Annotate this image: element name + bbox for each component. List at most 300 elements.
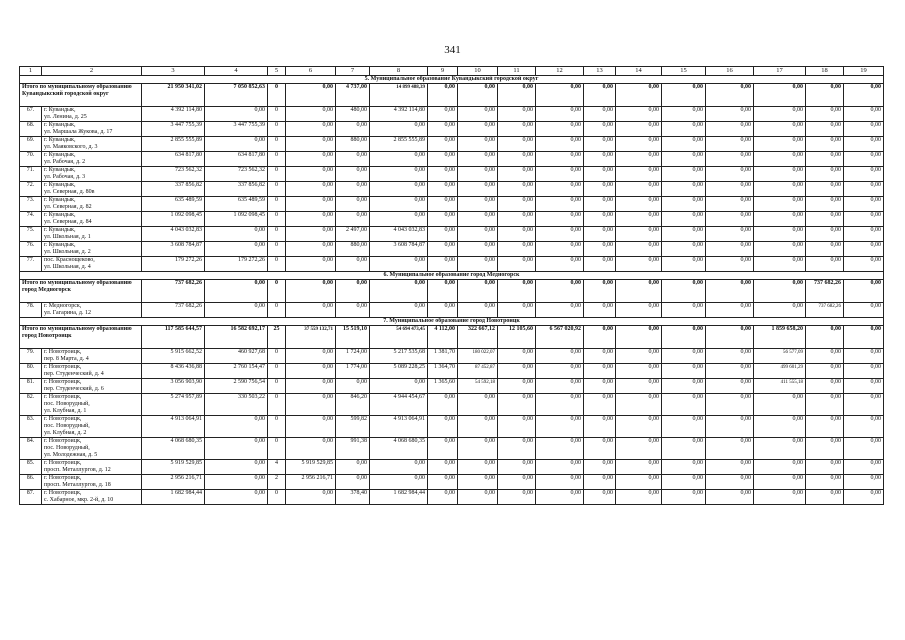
cell-value: 0,00 (754, 490, 806, 505)
table-row (20, 416, 884, 438)
address-line: просп. Металлургов, д. 12 (44, 467, 111, 473)
total-value: 0,00 (806, 326, 844, 349)
cell-value: 0,00 (706, 212, 754, 227)
cell-value: 0 (268, 257, 286, 272)
cell-value: 0,00 (706, 242, 754, 257)
address-line: г. Новотроицк, (44, 349, 82, 355)
cell-value: 0,00 (616, 394, 662, 416)
address-line: г. Новотроицк, (44, 490, 82, 496)
row-number: 86. (20, 475, 42, 490)
data-table (19, 66, 884, 505)
cell-value: 1 092 098,45 (142, 212, 205, 227)
cell-value: 0,00 (286, 438, 336, 460)
address-cell (42, 242, 142, 257)
cell-value: 0 (268, 379, 286, 394)
total-value: 0,00 (498, 84, 536, 107)
total-value: 737 682,26 (142, 280, 205, 303)
cell-value: 0,00 (336, 379, 370, 394)
cell-value: 0,00 (205, 475, 268, 490)
cell-value: 0,00 (205, 227, 268, 242)
cell-value: 0,00 (458, 303, 498, 318)
row-number: 67. (20, 107, 42, 122)
cell-value: 0,00 (754, 227, 806, 242)
cell-value: 0 (268, 197, 286, 212)
cell-value: 0,00 (498, 475, 536, 490)
table-row (20, 379, 884, 394)
cell-value: 0,00 (428, 490, 458, 505)
cell-value: 0,00 (616, 364, 662, 379)
cell-value: 180 022,07 (458, 349, 498, 364)
total-value: 16 582 692,17 (205, 326, 268, 349)
cell-value: 0,00 (844, 167, 884, 182)
section-title: 6. Муниципальное образование город Медногорск (20, 272, 884, 280)
address-line: г. Кувандык, (44, 107, 76, 113)
cell-value: 0,00 (706, 182, 754, 197)
address-line: г. Новотроицк, (44, 460, 82, 466)
cell-value: 0,00 (754, 197, 806, 212)
address-line: ул. Северная, д. 82 (44, 204, 92, 210)
table-row (20, 197, 884, 212)
column-header: 18 (806, 67, 844, 76)
cell-value: 0,00 (286, 416, 336, 438)
total-value: 0 (268, 280, 286, 303)
cell-value: 0 (268, 364, 286, 379)
cell-value: 0,00 (536, 227, 584, 242)
cell-value: 0,00 (370, 167, 428, 182)
cell-value: 378,40 (336, 490, 370, 505)
address-line: г. Новотроицк, (44, 379, 82, 385)
cell-value: 0,00 (706, 460, 754, 475)
cell-value: 0,00 (754, 416, 806, 438)
cell-value: 0,00 (428, 394, 458, 416)
cell-value: 0,00 (428, 438, 458, 460)
cell-value: 0,00 (428, 242, 458, 257)
cell-value: 0,00 (806, 349, 844, 364)
cell-value: 0,00 (428, 475, 458, 490)
cell-value: 0,00 (336, 303, 370, 318)
address-line: ул. Школьная, д. 2 (44, 249, 91, 255)
cell-value: 0,00 (458, 227, 498, 242)
total-value: 322 667,12 (458, 326, 498, 349)
total-value: 15 519,10 (336, 326, 370, 349)
cell-value: 0 (268, 416, 286, 438)
address-line: г. Новотроицк, (44, 438, 82, 444)
cell-value: 0,00 (536, 349, 584, 364)
cell-value: 737 682,26 (142, 303, 205, 318)
address-line: ул. Школьная, д. 1 (44, 234, 91, 240)
column-header: 19 (844, 67, 884, 76)
cell-value: 737 682,26 (806, 303, 844, 318)
cell-value: 0,00 (336, 257, 370, 272)
column-header: 12 (536, 67, 584, 76)
total-value: 0,00 (536, 280, 584, 303)
column-header: 2 (42, 67, 142, 76)
row-number: 81. (20, 379, 42, 394)
cell-value: 0,00 (806, 364, 844, 379)
cell-value: 0,00 (754, 242, 806, 257)
cell-value: 0,00 (844, 475, 884, 490)
total-label: Итого по муниципальному образованию город Медногорск (20, 280, 142, 303)
cell-value: 0 (268, 227, 286, 242)
cell-value: 0,00 (536, 394, 584, 416)
row-number: 80. (20, 364, 42, 379)
cell-value: 0,00 (754, 257, 806, 272)
row-number: 70. (20, 152, 42, 167)
cell-value: 460 927,68 (205, 349, 268, 364)
total-value: 737 682,26 (806, 280, 844, 303)
cell-value: 0,00 (844, 416, 884, 438)
row-number: 82. (20, 394, 42, 416)
cell-value: 4 392 114,80 (370, 107, 428, 122)
total-value: 0,00 (706, 84, 754, 107)
cell-value: 0,00 (806, 182, 844, 197)
cell-value: 179 272,26 (205, 257, 268, 272)
cell-value: 0,00 (370, 152, 428, 167)
cell-value: 0,00 (662, 137, 706, 152)
cell-value: 0,00 (584, 137, 616, 152)
cell-value: 0,00 (498, 379, 536, 394)
cell-value: 0,00 (806, 152, 844, 167)
row-number: 74. (20, 212, 42, 227)
total-value: 0,00 (616, 84, 662, 107)
row-number: 73. (20, 197, 42, 212)
cell-value: 54 592,18 (458, 379, 498, 394)
cell-value: 4 392 114,80 (142, 107, 205, 122)
table-row (20, 227, 884, 242)
cell-value: 0,00 (584, 122, 616, 137)
cell-value: 0,00 (584, 227, 616, 242)
cell-value: 0,00 (844, 379, 884, 394)
cell-value: 0,00 (205, 242, 268, 257)
address-line: ул. Ленина, д. 25 (44, 114, 87, 120)
cell-value: 0,00 (706, 475, 754, 490)
address-line: ул. Гагарина, д. 12 (44, 310, 91, 316)
cell-value: 0,00 (536, 107, 584, 122)
cell-value: 0,00 (286, 394, 336, 416)
cell-value: 0,00 (536, 122, 584, 137)
cell-value: 0,00 (286, 303, 336, 318)
address-line: ул. Молодежная, д. 5 (44, 452, 98, 458)
cell-value: 880,00 (336, 137, 370, 152)
total-value: 54 694 473,45 (370, 326, 428, 349)
total-value: 0,00 (754, 84, 806, 107)
total-value: 0,00 (662, 326, 706, 349)
cell-value: 0,00 (536, 212, 584, 227)
cell-value: 0,00 (662, 394, 706, 416)
cell-value: 634 817,80 (205, 152, 268, 167)
cell-value: 0,00 (498, 303, 536, 318)
row-number: 84. (20, 438, 42, 460)
cell-value: 0 (268, 394, 286, 416)
cell-value: 0,00 (428, 197, 458, 212)
cell-value: 3 608 784,87 (370, 242, 428, 257)
cell-value: 0,00 (754, 122, 806, 137)
cell-value: 0,00 (844, 394, 884, 416)
cell-value: 0,00 (584, 349, 616, 364)
cell-value: 0,00 (370, 182, 428, 197)
cell-value: 0,00 (498, 212, 536, 227)
cell-value: 0,00 (806, 227, 844, 242)
cell-value: 0,00 (806, 137, 844, 152)
address-line: г. Новотроицк, (44, 475, 82, 481)
cell-value: 0,00 (336, 460, 370, 475)
address-cell (42, 107, 142, 122)
cell-value: 0,00 (336, 182, 370, 197)
table-row (20, 212, 884, 227)
cell-value: 0,00 (662, 122, 706, 137)
total-value: 0,00 (370, 280, 428, 303)
cell-value: 0,00 (536, 364, 584, 379)
cell-value: 0,00 (616, 212, 662, 227)
header-row (20, 67, 884, 76)
table-row (20, 107, 884, 122)
address-line: г. Кувандык, (44, 182, 76, 188)
cell-value: 0,00 (662, 416, 706, 438)
cell-value: 0,00 (662, 490, 706, 505)
column-header: 16 (706, 67, 754, 76)
cell-value: 0,00 (754, 394, 806, 416)
cell-value: 3 056 903,90 (142, 379, 205, 394)
cell-value: 0,00 (662, 303, 706, 318)
cell-value: 1 364,70 (428, 364, 458, 379)
address-line: пер. Студенческий, д. 4 (44, 371, 104, 377)
cell-value: 4 043 032,83 (370, 227, 428, 242)
cell-value: 0,00 (806, 475, 844, 490)
table-row (20, 460, 884, 475)
section-title: 5. Муниципальное образование Кувандыкский городской округ (20, 76, 884, 84)
cell-value: 0,00 (844, 349, 884, 364)
cell-value: 0,00 (584, 257, 616, 272)
cell-value: 2 590 756,54 (205, 379, 268, 394)
address-line: г. Кувандык, (44, 137, 76, 143)
address-line: г. Кувандык, (44, 212, 76, 218)
address-line: г. Кувандык, (44, 167, 76, 173)
row-number: 77. (20, 257, 42, 272)
cell-value: 0,00 (458, 107, 498, 122)
cell-value: 723 562,32 (205, 167, 268, 182)
cell-value: 0,00 (458, 257, 498, 272)
cell-value: 0,00 (616, 107, 662, 122)
cell-value: 0,00 (286, 364, 336, 379)
cell-value: 0,00 (286, 490, 336, 505)
cell-value: 0,00 (662, 460, 706, 475)
cell-value: 0,00 (806, 438, 844, 460)
cell-value: 0,00 (370, 379, 428, 394)
cell-value: 0,00 (706, 394, 754, 416)
cell-value: 0,00 (458, 167, 498, 182)
cell-value: 0,00 (754, 182, 806, 197)
cell-value: 0,00 (806, 490, 844, 505)
total-value: 6 567 020,92 (536, 326, 584, 349)
cell-value: 3 608 784,87 (142, 242, 205, 257)
cell-value: 0 (268, 137, 286, 152)
cell-value: 0,00 (498, 416, 536, 438)
cell-value: 0,00 (844, 303, 884, 318)
cell-value: 0,00 (754, 438, 806, 460)
cell-value: 0,00 (205, 107, 268, 122)
table-row (20, 242, 884, 257)
cell-value: 0,00 (498, 227, 536, 242)
total-value: 37 559 132,71 (286, 326, 336, 349)
cell-value: 0,00 (754, 475, 806, 490)
address-cell (42, 394, 142, 416)
cell-value: 599,82 (336, 416, 370, 438)
cell-value: 0 (268, 490, 286, 505)
cell-value: 0,00 (706, 152, 754, 167)
cell-value: 4 043 032,83 (142, 227, 205, 242)
cell-value: 0,00 (616, 349, 662, 364)
address-cell (42, 227, 142, 242)
cell-value: 0,00 (662, 212, 706, 227)
cell-value: 0,00 (706, 107, 754, 122)
cell-value: 0,00 (616, 438, 662, 460)
cell-value: 0,00 (498, 242, 536, 257)
cell-value: 4 944 454,67 (370, 394, 428, 416)
cell-value: 0,00 (662, 349, 706, 364)
cell-value: 0,00 (286, 167, 336, 182)
cell-value: 0,00 (584, 107, 616, 122)
address-cell (42, 303, 142, 318)
cell-value: 723 562,32 (142, 167, 205, 182)
cell-value: 0,00 (706, 197, 754, 212)
cell-value: 411 555,18 (754, 379, 806, 394)
total-value: 0,00 (286, 84, 336, 107)
cell-value: 0,00 (336, 475, 370, 490)
cell-value: 2 855 555,89 (370, 137, 428, 152)
column-header: 8 (370, 67, 428, 76)
address-line: ул. Рабочая, д. 3 (44, 174, 86, 180)
cell-value: 4 068 680,35 (142, 438, 205, 460)
cell-value: 56 577,09 (754, 349, 806, 364)
cell-value: 0,00 (616, 152, 662, 167)
address-line: ул. Северная, д. 80в (44, 189, 95, 195)
cell-value: 0,00 (844, 107, 884, 122)
cell-value: 2 956 216,71 (286, 475, 336, 490)
address-cell (42, 197, 142, 212)
cell-value: 0,00 (584, 416, 616, 438)
cell-value: 0,00 (498, 107, 536, 122)
cell-value: 5 217 535,68 (370, 349, 428, 364)
cell-value: 0,00 (662, 364, 706, 379)
cell-value: 330 503,22 (205, 394, 268, 416)
cell-value: 0,00 (844, 212, 884, 227)
address-line: пер. 8 Марта, д. 4 (44, 356, 89, 362)
cell-value: 0,00 (428, 460, 458, 475)
row-number: 79. (20, 349, 42, 364)
cell-value: 0,00 (584, 303, 616, 318)
cell-value: 0,00 (428, 303, 458, 318)
cell-value: 0,00 (428, 122, 458, 137)
address-line: г. Новотроицк, (44, 416, 82, 422)
total-value: 0,00 (536, 84, 584, 107)
address-cell (42, 416, 142, 438)
cell-value: 2 855 555,89 (142, 137, 205, 152)
cell-value: 0,00 (536, 303, 584, 318)
cell-value: 0 (268, 212, 286, 227)
row-number: 87. (20, 490, 42, 505)
cell-value: 0,00 (706, 416, 754, 438)
cell-value: 0,00 (286, 212, 336, 227)
cell-value: 0,00 (844, 197, 884, 212)
cell-value: 2 760 154,47 (205, 364, 268, 379)
cell-value: 337 856,82 (142, 182, 205, 197)
page-number: 341 (444, 44, 461, 56)
address-cell (42, 212, 142, 227)
cell-value: 480,00 (336, 107, 370, 122)
total-value: 0,00 (844, 280, 884, 303)
cell-value: 0,00 (806, 394, 844, 416)
cell-value: 0,00 (806, 416, 844, 438)
address-cell (42, 182, 142, 197)
cell-value: 0,00 (754, 137, 806, 152)
cell-value: 0,00 (844, 438, 884, 460)
total-label: Итого по муниципальному образованию город Новотроицк (20, 326, 142, 349)
address-cell (42, 490, 142, 505)
cell-value: 1 682 984,44 (142, 490, 205, 505)
total-row (20, 280, 884, 303)
total-value: 0,00 (458, 280, 498, 303)
table-row (20, 364, 884, 379)
cell-value: 0,00 (428, 227, 458, 242)
cell-value: 0,00 (205, 303, 268, 318)
cell-value: 0,00 (754, 460, 806, 475)
cell-value: 0,00 (616, 416, 662, 438)
table-row (20, 349, 884, 364)
cell-value: 0,00 (706, 349, 754, 364)
total-value: 0 (268, 84, 286, 107)
row-number: 76. (20, 242, 42, 257)
cell-value: 0,00 (536, 379, 584, 394)
cell-value: 0,00 (844, 137, 884, 152)
address-cell (42, 379, 142, 394)
total-value: 0,00 (662, 280, 706, 303)
column-header: 14 (616, 67, 662, 76)
cell-value: 0,00 (706, 490, 754, 505)
cell-value: 0,00 (584, 212, 616, 227)
cell-value: 0,00 (428, 257, 458, 272)
cell-value: 0,00 (754, 167, 806, 182)
cell-value: 0,00 (806, 107, 844, 122)
cell-value: 0,00 (536, 167, 584, 182)
address-line: ул. Северная, д. 84 (44, 219, 92, 225)
address-cell (42, 122, 142, 137)
cell-value: 0,00 (662, 257, 706, 272)
cell-value: 0,00 (286, 107, 336, 122)
cell-value: 0,00 (706, 257, 754, 272)
address-line: г. Кувандык, (44, 152, 76, 158)
cell-value: 0,00 (458, 394, 498, 416)
cell-value: 0,00 (616, 182, 662, 197)
cell-value: 0,00 (584, 460, 616, 475)
total-value: 117 585 644,57 (142, 326, 205, 349)
address-line: пер. Студенческий, д. 6 (44, 386, 104, 392)
cell-value: 0,00 (458, 438, 498, 460)
cell-value: 0,00 (458, 122, 498, 137)
column-header: 7 (336, 67, 370, 76)
cell-value: 4 913 064,91 (370, 416, 428, 438)
table-row (20, 394, 884, 416)
address-line: с. Хабарное, мкр. 2-й, д. 10 (44, 497, 114, 503)
cell-value: 0,00 (662, 379, 706, 394)
cell-value: 0 (268, 242, 286, 257)
row-number: 68. (20, 122, 42, 137)
cell-value: 0,00 (336, 122, 370, 137)
total-label: Итого по муниципальному образованию Кувандыкский городской округ (20, 84, 142, 107)
cell-value: 0,00 (584, 242, 616, 257)
cell-value: 5 919 529,85 (142, 460, 205, 475)
cell-value: 0,00 (286, 379, 336, 394)
cell-value: 0,00 (428, 182, 458, 197)
